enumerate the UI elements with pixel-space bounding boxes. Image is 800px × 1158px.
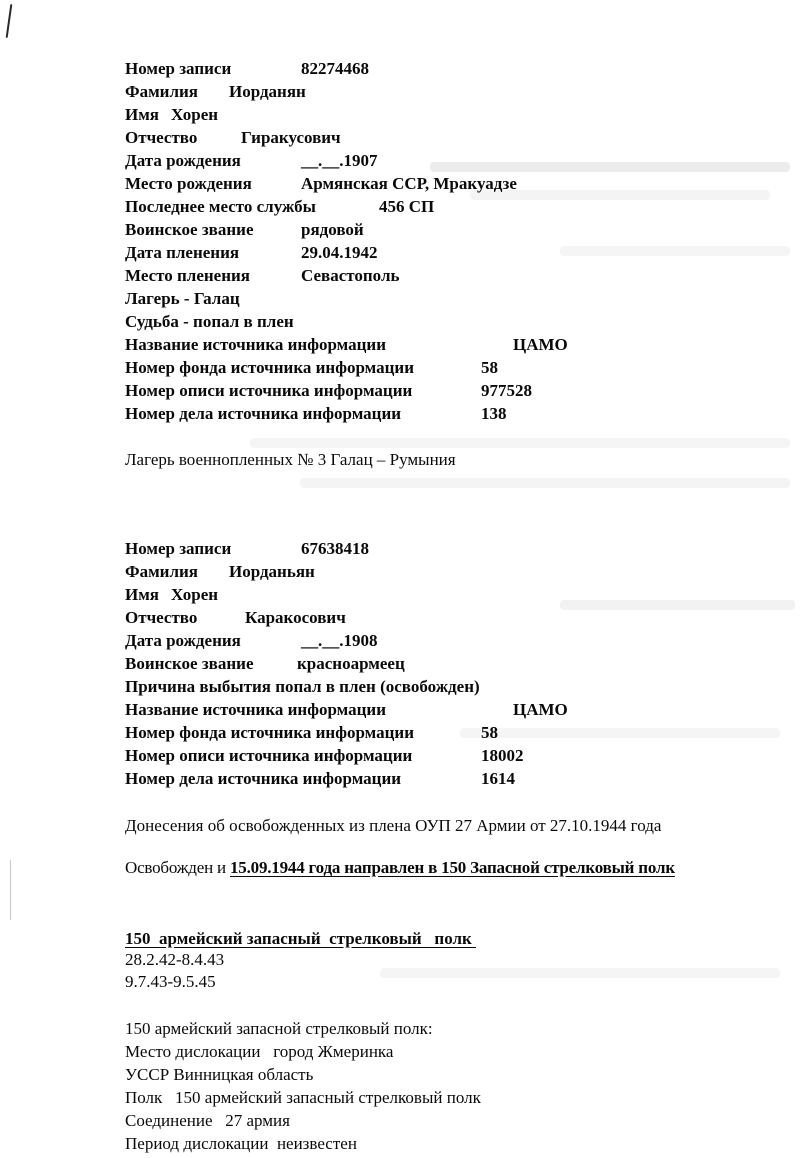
regiment-period-2: 9.7.43-9.5.45	[125, 972, 216, 991]
regiment-location: Место дислокации город Жмеринка	[125, 1042, 394, 1061]
field-label: Воинское звание	[125, 654, 254, 673]
record2-patronymic	[125, 607, 346, 629]
record2-first-name	[125, 584, 219, 606]
bleed-through	[560, 246, 790, 256]
field-label: Место пленения	[125, 266, 251, 285]
field-value: Иорданьян	[229, 562, 315, 581]
field-value: 82274468	[301, 59, 369, 78]
bleed-through	[300, 478, 790, 488]
field-value: Армянская ССР, Мракуадзе	[301, 174, 517, 193]
field-label: Название источника информации	[125, 700, 387, 719]
field-label: Имя	[125, 105, 159, 124]
scan-edge-mark	[10, 860, 11, 920]
field-value: 456 СП	[379, 197, 435, 216]
regiment-line: Полк 150 армейский запасный стрелковый полк	[125, 1088, 481, 1107]
field-label: Имя	[125, 585, 159, 604]
record1-record-number	[125, 58, 369, 80]
record2-inventory-number	[125, 745, 524, 767]
record1-note: Лагерь военнопленных № 3 Галац – Румыния	[125, 450, 456, 469]
record1-birth-date	[125, 150, 378, 172]
field-value: красноармеец	[297, 654, 405, 673]
record1-camp: Лагерь - Галац	[125, 289, 240, 308]
record2-report-note: Донесения об освобожденных из плена ОУП 27 Армии от 27.10.1944 года	[125, 816, 662, 835]
record2-reason: Причина выбытия попал в плен (освобожден)	[125, 677, 480, 696]
record2-fund-number	[125, 722, 498, 744]
record1-patronymic	[125, 127, 341, 149]
field-value: __.__.1908	[301, 631, 378, 650]
field-value: Каракосович	[245, 608, 346, 627]
field-label: Дата пленения	[125, 243, 240, 262]
field-label: Дата рождения	[125, 151, 241, 170]
record2-birth-date	[125, 630, 378, 652]
record1-inventory-number	[125, 380, 532, 402]
field-value: Иорданян	[229, 82, 306, 101]
regiment-region: УССР Винницкая область	[125, 1065, 314, 1084]
field-value: 29.04.1942	[301, 243, 378, 262]
record2-rank	[125, 653, 405, 675]
bleed-through	[250, 438, 790, 448]
regiment-title: 150 армейский запасной стрелковый полк:	[125, 1019, 433, 1038]
release-highlight: 15.09.1944 года направлен в 150 Запасной стрелковый полк	[230, 858, 675, 877]
bleed-through	[430, 162, 790, 172]
record1-file-number	[125, 403, 507, 425]
record2-last-name	[125, 561, 315, 583]
record2-record-number	[125, 538, 369, 560]
record2-source-name	[125, 699, 568, 721]
field-label: Отчество	[125, 608, 198, 627]
field-label: Номер дела источника информации	[125, 769, 402, 788]
field-label: Воинское звание	[125, 220, 254, 239]
field-value: 977528	[481, 381, 532, 400]
field-label: Отчество	[125, 128, 198, 147]
field-value: Хорен	[171, 585, 219, 604]
field-label: Номер фонда источника информации	[125, 723, 415, 742]
field-value: 138	[481, 404, 507, 423]
field-label: Номер записи	[125, 59, 232, 78]
field-value: рядовой	[301, 220, 364, 239]
record1-capture-place	[125, 265, 400, 287]
scan-edge-mark	[6, 4, 13, 38]
regiment-period-1: 28.2.42-8.4.43	[125, 950, 225, 969]
record1-last-service-place	[125, 196, 435, 218]
bleed-through	[380, 968, 780, 978]
record1-fate: Судьба - попал в плен	[125, 312, 294, 331]
field-value: Хорен	[171, 105, 219, 124]
field-label: Номер описи источника информации	[125, 381, 413, 400]
record1-rank	[125, 219, 364, 241]
field-label: Дата рождения	[125, 631, 241, 650]
field-value: 67638418	[301, 539, 369, 558]
field-label: Фамилия	[125, 82, 199, 101]
field-label: Номер фонда источника информации	[125, 358, 415, 377]
regiment-heading: 150 армейский запасный стрелковый полк	[125, 929, 477, 948]
record1-first-name	[125, 104, 219, 126]
field-label: Название источника информации	[125, 335, 387, 354]
record1-fund-number	[125, 357, 498, 379]
field-value: 58	[481, 358, 498, 377]
field-label: Фамилия	[125, 562, 199, 581]
field-value: 18002	[481, 746, 524, 765]
field-value: ЦАМО	[513, 700, 568, 719]
bleed-through	[460, 728, 780, 738]
field-value: 58	[481, 723, 498, 742]
field-label: Номер записи	[125, 539, 232, 558]
regiment-formation: Соединение 27 армия	[125, 1111, 290, 1130]
bleed-through	[560, 600, 795, 610]
field-value: 1614	[481, 769, 515, 788]
record1-birth-place	[125, 173, 517, 195]
field-label: Номер дела источника информации	[125, 404, 402, 423]
record1-capture-date	[125, 242, 378, 264]
record2-file-number	[125, 768, 515, 790]
record1-last-name	[125, 81, 306, 103]
field-value: __.__.1907	[301, 151, 378, 170]
record2-release-line	[125, 857, 675, 879]
release-prefix: Освобожден и	[125, 858, 230, 877]
field-value: ЦАМО	[513, 335, 568, 354]
regiment-period-line: Период дислокации неизвестен	[125, 1134, 357, 1153]
field-label: Последнее место службы	[125, 197, 316, 216]
field-value: Гиракусович	[241, 128, 341, 147]
record1-source-name	[125, 334, 568, 356]
field-label: Место рождения	[125, 174, 252, 193]
field-value: Севастополь	[301, 266, 400, 285]
field-label: Номер описи источника информации	[125, 746, 413, 765]
